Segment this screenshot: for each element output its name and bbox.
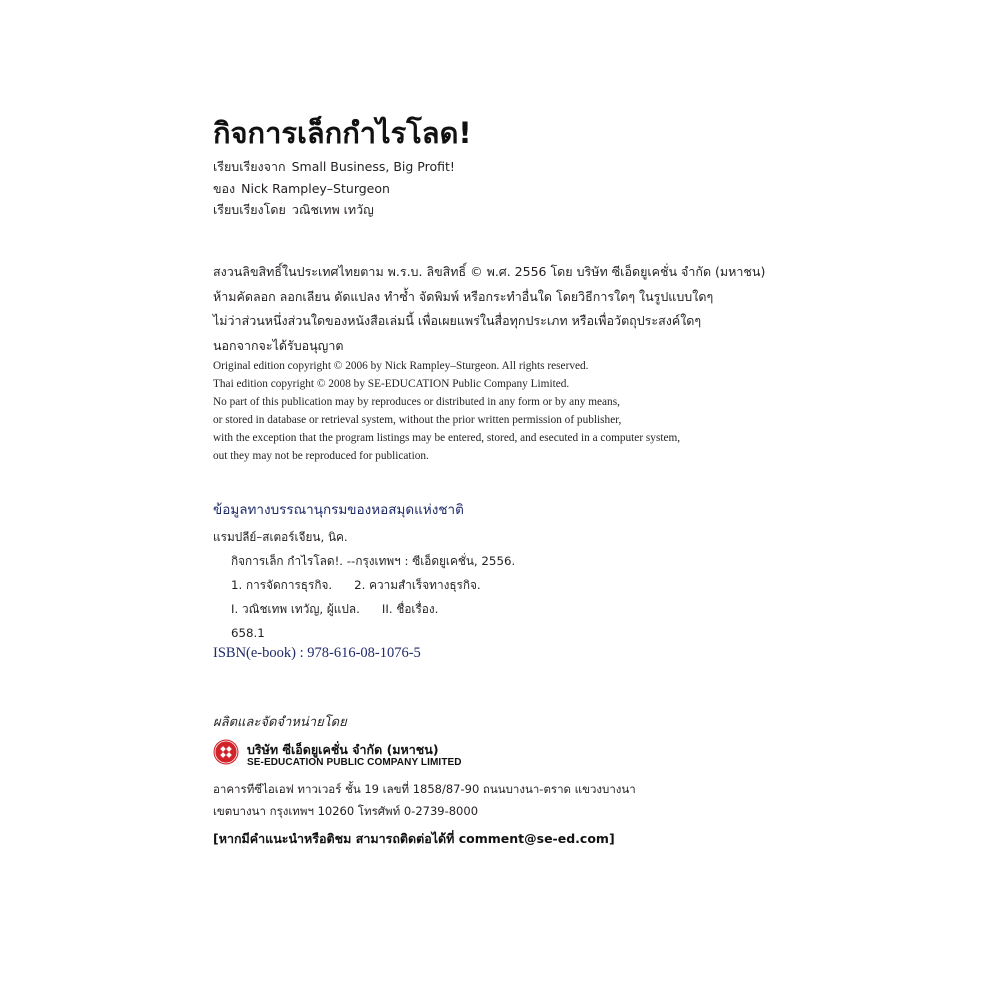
publisher-name-thai: บริษัท ซีเอ็ดยูเคชั่น จำกัด (มหาชน) — [247, 742, 439, 757]
catalog-class-number: 658.1 — [231, 626, 265, 640]
address-line: เขตบางนา กรุงเทพฯ 10260 โทรศัพท์ 0-2739-8000 — [213, 804, 479, 818]
catalog-author: แรมปลีย์–สเตอร์เจียน, นิค. — [213, 530, 348, 544]
thai-copyright-line: ห้ามคัดลอก ลอกเลียน ดัดแปลง ทำซ้ำ จัดพิมพ์ หรือกระทำอื่นใด โดยวิธีการใดๆ ในรูปแบบใดๆ — [213, 288, 714, 304]
translator-name: วณิชเทพ เทวัญ — [291, 202, 374, 217]
english-copyright-line: No part of this publication may by reproduces or distributed in any form or by any means, — [213, 396, 620, 409]
translator-label: เรียบเรียงโดย — [213, 202, 286, 217]
thai-copyright-line: นอกจากจะได้รับอนุญาต — [213, 337, 344, 353]
catalog-title-entry: กิจการเล็ก กำไรโลด!. --กรุงเทพฯ : ซีเอ็ดยูเคชั่น, 2556. — [231, 554, 516, 568]
thai-copyright-notice — [213, 260, 813, 358]
publisher-address — [213, 778, 636, 822]
address-line: อาคารทีซีไอเอฟ ทาวเวอร์ ชั้น 19 เลขที่ 1858/87-90 ถนนบางนา-ตราด แขวงบางนา — [213, 782, 636, 796]
english-copyright-line: Original edition copyright © 2006 by Nick Rampley–Sturgeon. All rights reserved. — [213, 360, 589, 372]
credits-block — [213, 156, 455, 221]
feedback-contact: [หากมีคำแนะนำหรือติชม สามารถติดต่อได้ที่ comment@se-ed.com] — [213, 831, 615, 846]
catalog-subject: 1. การจัดการธุรกิจ. — [231, 578, 333, 592]
thai-copyright-line: สงวนลิขสิทธิ์ในประเทศไทยตาม พ.ร.บ. ลิขสิทธิ์ © พ.ศ. 2556 โดย บริษัท ซีเอ็ดยูเคชั่น จำกัด (มหาชน) — [213, 264, 766, 279]
publisher-name-english: SE-EDUCATION PUBLIC COMPANY LIMITED — [247, 757, 462, 768]
isbn: ISBN(e-book) : 978-616-08-1076-5 — [213, 645, 421, 661]
english-copyright-line: or stored in database or retrieval system, without the prior written permission of publisher, — [213, 414, 622, 427]
author-label: ของ — [213, 180, 236, 196]
catalog-added-entry: I. วณิชเทพ เทวัญ, ผู้แปล. — [231, 602, 360, 616]
translator-line — [213, 199, 455, 221]
catalog-added-entry: II. ชื่อเรื่อง. — [381, 602, 439, 616]
english-copyright-line: out they may not be reproduced for publication. — [213, 450, 429, 463]
english-copyright-notice — [213, 357, 813, 466]
catalog-heading: ข้อมูลทางบรรณานุกรมของหอสมุดแห่งชาติ — [213, 502, 464, 518]
author-line — [213, 178, 455, 200]
catalog-added-entries — [213, 597, 515, 621]
catalog-subjects — [213, 573, 515, 597]
english-copyright-line: Thai edition copyright © 2008 by SE-EDUCATION Public Company Limited. — [213, 378, 570, 391]
author-name: Nick Rampley–Sturgeon — [241, 180, 390, 196]
publisher-logo-icon — [213, 739, 239, 765]
catalog-subject: 2. ความสำเร็จทางธุรกิจ. — [354, 578, 481, 592]
source-line — [213, 156, 455, 178]
catalog-record — [213, 525, 515, 645]
english-copyright-line: with the exception that the program listings may be entered, stored, and esecuted in a computer system, — [213, 432, 681, 445]
source-label: เรียบเรียงจาก — [213, 159, 286, 174]
produced-by-label: ผลิตและจัดจำหน่ายโดย — [213, 715, 347, 730]
source-title: Small Business, Big Profit! — [291, 159, 455, 174]
thai-copyright-line: ไม่ว่าส่วนหนึ่งส่วนใดของหนังสือเล่มนี้ เพื่อเผยแพร่ในสื่อทุกประเภท หรือเพื่อวัตถุประสงค์ใดๆ — [213, 313, 702, 328]
book-title: กิจการเล็กกำไรโลด! — [213, 116, 472, 150]
